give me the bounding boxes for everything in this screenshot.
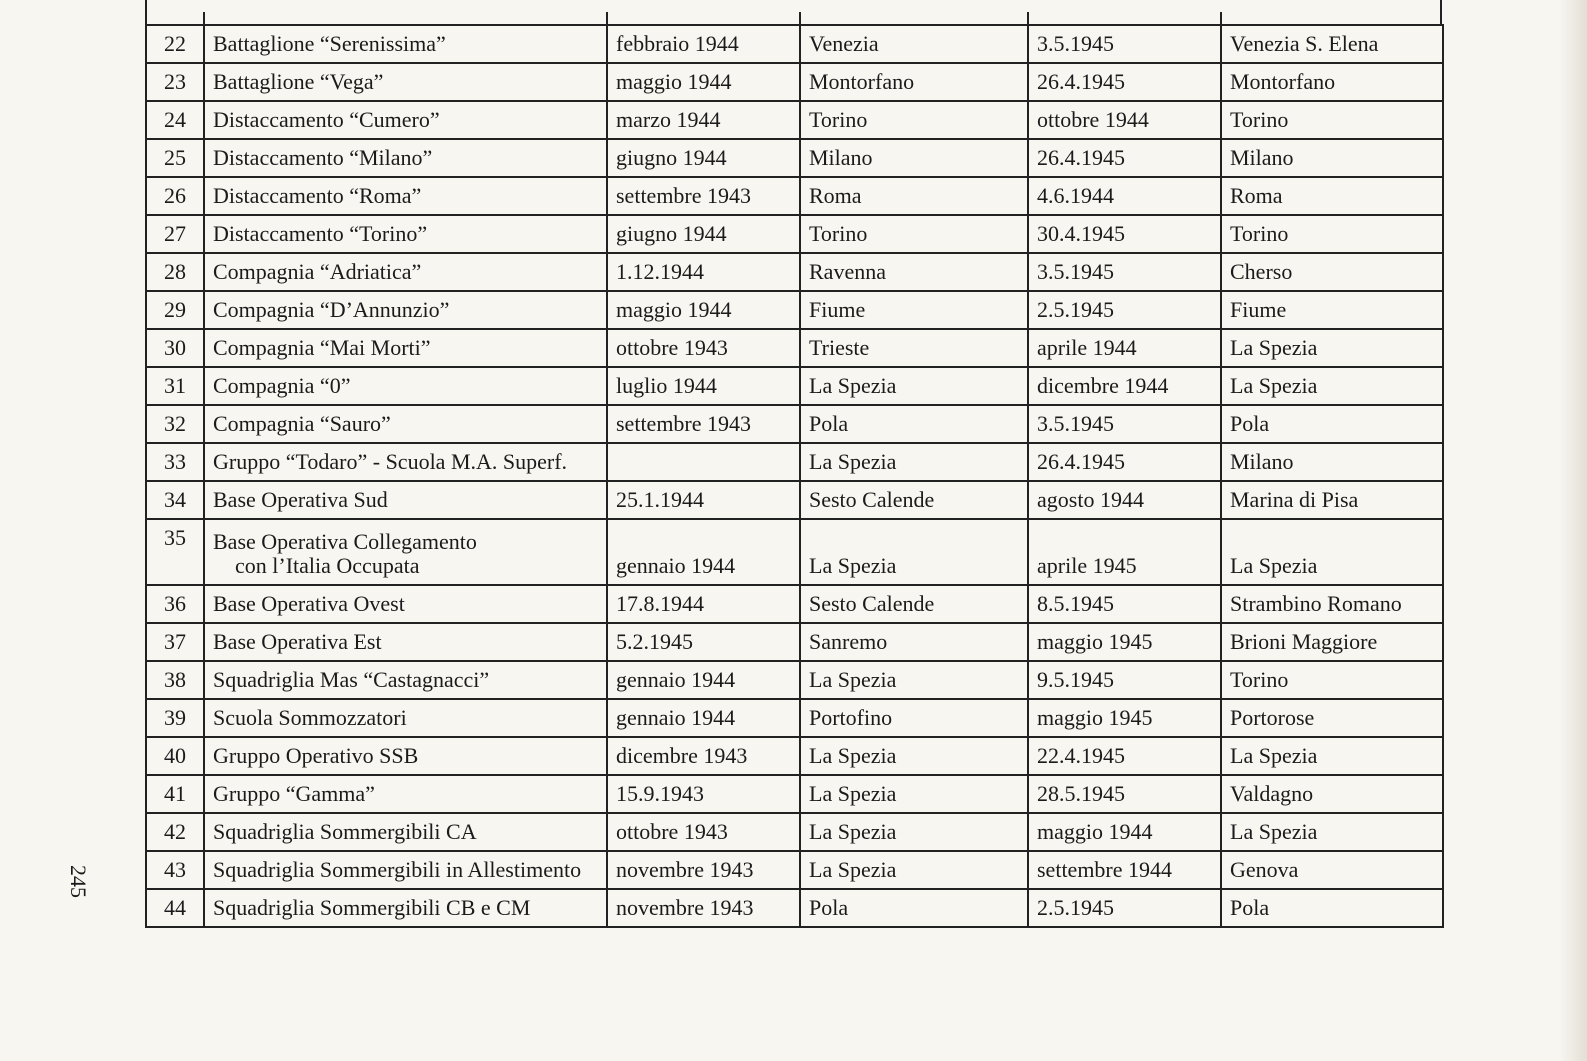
row-number: 36 (146, 585, 204, 623)
unit-name-cell (204, 699, 607, 737)
dissolution-date: 4.6.1944 (1028, 177, 1221, 215)
unit-name: Distaccamento “Milano” (213, 145, 433, 170)
row-number: 41 (146, 775, 204, 813)
unit-name-cell (204, 889, 607, 927)
table-row (146, 737, 1443, 775)
unit-name-cell (204, 367, 607, 405)
dissolution-date: 30.4.1945 (1028, 215, 1221, 253)
formation-place: Milano (800, 139, 1028, 177)
unit-name-cell (204, 585, 607, 623)
dissolution-place: Milano (1221, 139, 1443, 177)
unit-name: Distaccamento “Torino” (213, 221, 428, 246)
formation-date: settembre 1943 (607, 177, 800, 215)
table-row (146, 25, 1443, 63)
table-row (146, 699, 1443, 737)
dissolution-date: settembre 1944 (1028, 851, 1221, 889)
unit-name: Squadriglia Sommergibili CB e CM (213, 895, 531, 920)
formation-place: Sesto Calende (800, 585, 1028, 623)
unit-name-cell (204, 215, 607, 253)
unit-name: Compagnia “Adriatica” (213, 259, 422, 284)
formation-date: marzo 1944 (607, 101, 800, 139)
formation-place: La Spezia (800, 367, 1028, 405)
unit-name-cell (204, 25, 607, 63)
unit-name: Squadriglia Mas “Castagnacci” (213, 667, 490, 692)
table-continuation-edge (145, 0, 1442, 26)
formation-place: Roma (800, 177, 1028, 215)
unit-name: con l’Italia Occupata (235, 553, 420, 578)
formation-place: La Spezia (800, 775, 1028, 813)
dissolution-date: 3.5.1945 (1028, 25, 1221, 63)
row-number: 32 (146, 405, 204, 443)
row-number: 28 (146, 253, 204, 291)
formation-date: dicembre 1943 (607, 737, 800, 775)
table-row (146, 405, 1443, 443)
formation-date: 5.2.1945 (607, 623, 800, 661)
formation-date: ottobre 1943 (607, 329, 800, 367)
row-number: 33 (146, 443, 204, 481)
formation-date: settembre 1943 (607, 405, 800, 443)
unit-name: Base Operativa Est (213, 629, 382, 654)
dissolution-place: Portorose (1221, 699, 1443, 737)
unit-name-cell (204, 177, 607, 215)
dissolution-place: Pola (1221, 889, 1443, 927)
formation-date: ottobre 1943 (607, 813, 800, 851)
dissolution-date: aprile 1945 (1028, 519, 1221, 585)
table-row (146, 101, 1443, 139)
row-number: 25 (146, 139, 204, 177)
table-row (146, 585, 1443, 623)
row-number: 44 (146, 889, 204, 927)
unit-name: Scuola Sommozzatori (213, 705, 407, 730)
dissolution-place: Fiume (1221, 291, 1443, 329)
formation-place: La Spezia (800, 813, 1028, 851)
unit-name-cell (204, 101, 607, 139)
formation-date: gennaio 1944 (607, 519, 800, 585)
formation-place: La Spezia (800, 661, 1028, 699)
dissolution-date: 26.4.1945 (1028, 63, 1221, 101)
formation-date: 1.12.1944 (607, 253, 800, 291)
table-row (146, 63, 1443, 101)
row-number: 35 (146, 519, 204, 585)
dissolution-date: aprile 1944 (1028, 329, 1221, 367)
row-number: 38 (146, 661, 204, 699)
unit-name-cell (204, 851, 607, 889)
table-row (146, 139, 1443, 177)
dissolution-date: 26.4.1945 (1028, 139, 1221, 177)
formation-place: Venezia (800, 25, 1028, 63)
table-row (146, 775, 1443, 813)
row-number: 43 (146, 851, 204, 889)
dissolution-place: Genova (1221, 851, 1443, 889)
dissolution-date: 8.5.1945 (1028, 585, 1221, 623)
table-row (146, 851, 1443, 889)
formation-date: novembre 1943 (607, 851, 800, 889)
formation-date: luglio 1944 (607, 367, 800, 405)
dissolution-date: ottobre 1944 (1028, 101, 1221, 139)
table-row (146, 367, 1443, 405)
unit-name: Gruppo Operativo SSB (213, 743, 419, 768)
formation-place: Montorfano (800, 63, 1028, 101)
dissolution-date: 9.5.1945 (1028, 661, 1221, 699)
dissolution-date: 2.5.1945 (1028, 291, 1221, 329)
formation-date: giugno 1944 (607, 139, 800, 177)
formation-place: Ravenna (800, 253, 1028, 291)
units-table-body (146, 25, 1443, 927)
dissolution-place: La Spezia (1221, 737, 1443, 775)
unit-name: Gruppo “Todaro” - Scuola M.A. Superf. (213, 449, 568, 474)
unit-name-cell (204, 329, 607, 367)
formation-date (607, 443, 800, 481)
table-row (146, 661, 1443, 699)
dissolution-date: maggio 1945 (1028, 699, 1221, 737)
formation-place: Sesto Calende (800, 481, 1028, 519)
dissolution-place: Torino (1221, 215, 1443, 253)
unit-name-cell (204, 519, 607, 585)
formation-place: Fiume (800, 291, 1028, 329)
unit-name: Compagnia “Mai Morti” (213, 335, 431, 360)
unit-name: Gruppo “Gamma” (213, 781, 375, 806)
dissolution-date: dicembre 1944 (1028, 367, 1221, 405)
unit-name: Compagnia “Sauro” (213, 411, 391, 436)
formation-date: maggio 1944 (607, 291, 800, 329)
row-number: 31 (146, 367, 204, 405)
dissolution-date: maggio 1945 (1028, 623, 1221, 661)
dissolution-place: La Spezia (1221, 813, 1443, 851)
dissolution-date: 2.5.1945 (1028, 889, 1221, 927)
unit-name-cell (204, 253, 607, 291)
row-number: 30 (146, 329, 204, 367)
dissolution-place: Cherso (1221, 253, 1443, 291)
formation-place: La Spezia (800, 443, 1028, 481)
row-number: 34 (146, 481, 204, 519)
table-row (146, 813, 1443, 851)
table-row (146, 329, 1443, 367)
formation-place: Pola (800, 405, 1028, 443)
formation-date: gennaio 1944 (607, 661, 800, 699)
dissolution-place: Torino (1221, 661, 1443, 699)
dissolution-place: Brioni Maggiore (1221, 623, 1443, 661)
unit-name: Distaccamento “Cumero” (213, 107, 440, 132)
unit-name-cell (204, 291, 607, 329)
row-number: 40 (146, 737, 204, 775)
unit-name-cell (204, 661, 607, 699)
dissolution-date: 3.5.1945 (1028, 253, 1221, 291)
dissolution-place: Milano (1221, 443, 1443, 481)
row-number: 27 (146, 215, 204, 253)
formation-place: Sanremo (800, 623, 1028, 661)
dissolution-place: Strambino Romano (1221, 585, 1443, 623)
dissolution-date: 26.4.1945 (1028, 443, 1221, 481)
unit-name: Squadriglia Sommergibili CA (213, 819, 477, 844)
formation-date: gennaio 1944 (607, 699, 800, 737)
dissolution-place: Roma (1221, 177, 1443, 215)
table-row (146, 291, 1443, 329)
row-number: 22 (146, 25, 204, 63)
formation-date: maggio 1944 (607, 63, 800, 101)
unit-name: Base Operativa Ovest (213, 591, 405, 616)
formation-date: 15.9.1943 (607, 775, 800, 813)
unit-name: Compagnia “D’Annunzio” (213, 297, 450, 322)
page-number: 245 (66, 865, 91, 898)
formation-date: novembre 1943 (607, 889, 800, 927)
dissolution-place: Pola (1221, 405, 1443, 443)
unit-name-cell (204, 139, 607, 177)
formation-place: Torino (800, 101, 1028, 139)
unit-name: Squadriglia Sommergibili in Allestimento (213, 857, 582, 882)
table-row (146, 481, 1443, 519)
formation-place: La Spezia (800, 519, 1028, 585)
row-number: 23 (146, 63, 204, 101)
row-number: 37 (146, 623, 204, 661)
unit-name: Base Operativa Sud (213, 487, 388, 512)
dissolution-place: Montorfano (1221, 63, 1443, 101)
unit-name-cell (204, 775, 607, 813)
units-table (145, 24, 1444, 928)
table-row (146, 253, 1443, 291)
unit-name-cell (204, 481, 607, 519)
dissolution-date: 3.5.1945 (1028, 405, 1221, 443)
unit-name: Distaccamento “Roma” (213, 183, 422, 208)
formation-place: Trieste (800, 329, 1028, 367)
row-number: 39 (146, 699, 204, 737)
unit-name-cell (204, 63, 607, 101)
dissolution-place: La Spezia (1221, 367, 1443, 405)
dissolution-place: La Spezia (1221, 329, 1443, 367)
row-number: 26 (146, 177, 204, 215)
formation-place: Portofino (800, 699, 1028, 737)
dissolution-place: Valdagno (1221, 775, 1443, 813)
formation-date: febbraio 1944 (607, 25, 800, 63)
table-row (146, 443, 1443, 481)
formation-place: La Spezia (800, 737, 1028, 775)
dissolution-place: Torino (1221, 101, 1443, 139)
dissolution-date: maggio 1944 (1028, 813, 1221, 851)
formation-place: Pola (800, 889, 1028, 927)
unit-name: Compagnia “0” (213, 373, 351, 398)
unit-name-cell (204, 405, 607, 443)
formation-date: 17.8.1944 (607, 585, 800, 623)
unit-name-cell (204, 443, 607, 481)
page-edge-shadow (1559, 0, 1587, 1061)
unit-name-cell (204, 623, 607, 661)
unit-name: Battaglione “Vega” (213, 69, 384, 94)
formation-place: Torino (800, 215, 1028, 253)
formation-place: La Spezia (800, 851, 1028, 889)
table-row (146, 889, 1443, 927)
row-number: 42 (146, 813, 204, 851)
formation-date: 25.1.1944 (607, 481, 800, 519)
table-row (146, 623, 1443, 661)
dissolution-date: 22.4.1945 (1028, 737, 1221, 775)
table-row (146, 519, 1443, 585)
unit-name-cell (204, 813, 607, 851)
dissolution-place: Marina di Pisa (1221, 481, 1443, 519)
row-number: 24 (146, 101, 204, 139)
unit-name-cell (204, 737, 607, 775)
dissolution-place: Venezia S. Elena (1221, 25, 1443, 63)
table-row (146, 177, 1443, 215)
dissolution-date: 28.5.1945 (1028, 775, 1221, 813)
unit-name: Base Operativa Collegamento (213, 529, 477, 554)
table-row (146, 215, 1443, 253)
unit-name: Battaglione “Serenissima” (213, 31, 446, 56)
dissolution-place: La Spezia (1221, 519, 1443, 585)
dissolution-date: agosto 1944 (1028, 481, 1221, 519)
row-number: 29 (146, 291, 204, 329)
formation-date: giugno 1944 (607, 215, 800, 253)
